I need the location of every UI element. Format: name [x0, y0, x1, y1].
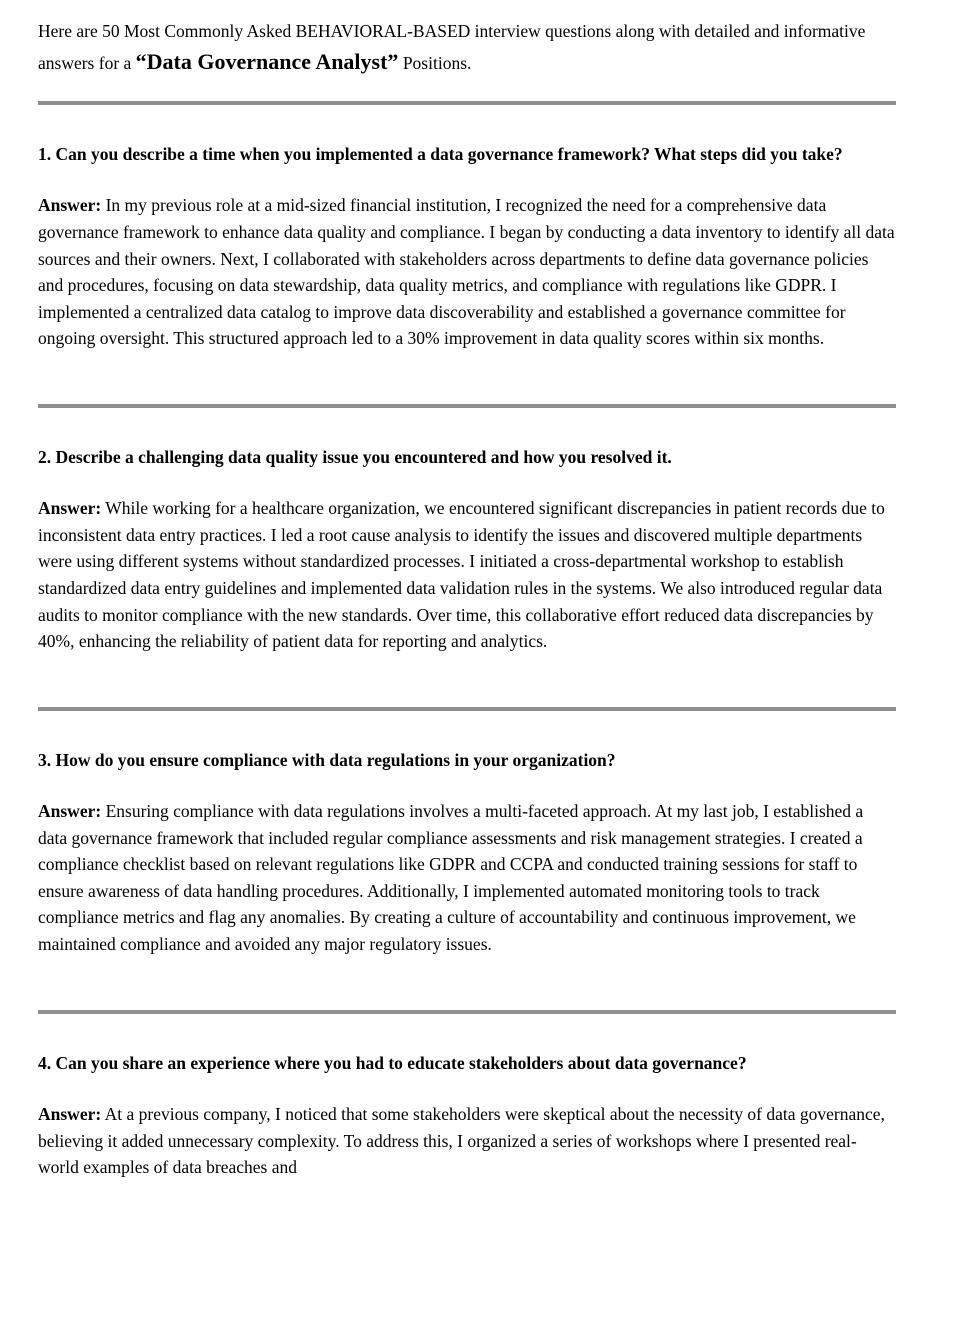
question-heading: 3. How do you ensure compliance with data regulations in your organization? — [38, 749, 616, 770]
answer-label: Answer: — [38, 1103, 102, 1124]
answer-text: While working for a healthcare organization, we encountered significant discrepancies in patient records due to inconsistent data entry practices. I led a root cause analysis to identify the issues and discovered multiple departments were using different systems without standardized processes. I initiated a cross-departmental workshop to establish standardized data entry guidelines and implemented data validation rules in the systems. We also introduced regular data audits to monitor compliance with the new standards. Over time, this collaborative effort reduced data discrepancies by 40%, enhancing the reliability of patient data for reporting and analytics. — [38, 498, 885, 652]
qa-section-2 — [38, 444, 896, 655]
answer-paragraph — [38, 495, 896, 655]
answer-label: Answer: — [38, 498, 102, 519]
qa-section-3 — [38, 747, 896, 958]
answer-label: Answer: — [38, 801, 102, 822]
question-heading: 1. Can you describe a time when you implemented a data governance framework? What steps did you take? — [38, 144, 843, 165]
answer-paragraph — [38, 192, 896, 352]
question-heading: 4. Can you share an experience where you had to educate stakeholders about data governance? — [38, 1052, 747, 1073]
intro-prefix: Here are 50 Most Commonly Asked BEHAVIORAL-BASED interview questions along with detailed and informative answers for a — [38, 21, 866, 74]
answer-text: At a previous company, I noticed that some stakeholders were skeptical about the necessity of data governance, believing it added unnecessary complexity. To address this, I organized a series of workshops where I presented real-world examples of data breaches and — [38, 1103, 885, 1178]
divider — [38, 404, 896, 408]
divider — [38, 707, 896, 711]
divider — [38, 101, 896, 105]
answer-text: In my previous role at a mid-sized financial institution, I recognized the need for a comprehensive data governance framework to enhance data quality and compliance. I began by conducting a data inventory to identify all data sources and their owners. Next, I collaborated with stakeholders across departments to define data governance policies and procedures, focusing on data stewardship, data quality metrics, and compliance with regulations like GDPR. I implemented a centralized data catalog to improve data discoverability and established a governance committee for ongoing oversight. This structured approach led to a 30% improvement in data quality scores within six months. — [38, 195, 895, 349]
intro-suffix: Positions. — [398, 53, 472, 74]
qa-section-1 — [38, 141, 896, 352]
intro-role-title: “Data Governance Analyst” — [135, 49, 399, 75]
answer-paragraph — [38, 798, 896, 958]
qa-section-4 — [38, 1050, 896, 1181]
divider — [38, 1010, 896, 1014]
answer-paragraph — [38, 1101, 896, 1181]
answer-label: Answer: — [38, 195, 102, 216]
intro-paragraph — [38, 18, 896, 79]
question-heading: 2. Describe a challenging data quality issue you encountered and how you resolved it. — [38, 447, 672, 468]
answer-text: Ensuring compliance with data regulations involves a multi-faceted approach. At my last job, I established a data governance framework that included regular compliance assessments and risk management strategies. I created a compliance checklist based on relevant regulations like GDPR and CCPA and conducted training sessions for staff to ensure awareness of data handling procedures. Additionally, I implemented automated monitoring tools to track compliance metrics and flag any anomalies. By creating a culture of accountability and continuous improvement, we maintained compliance and avoided any major regulatory issues. — [38, 801, 864, 955]
